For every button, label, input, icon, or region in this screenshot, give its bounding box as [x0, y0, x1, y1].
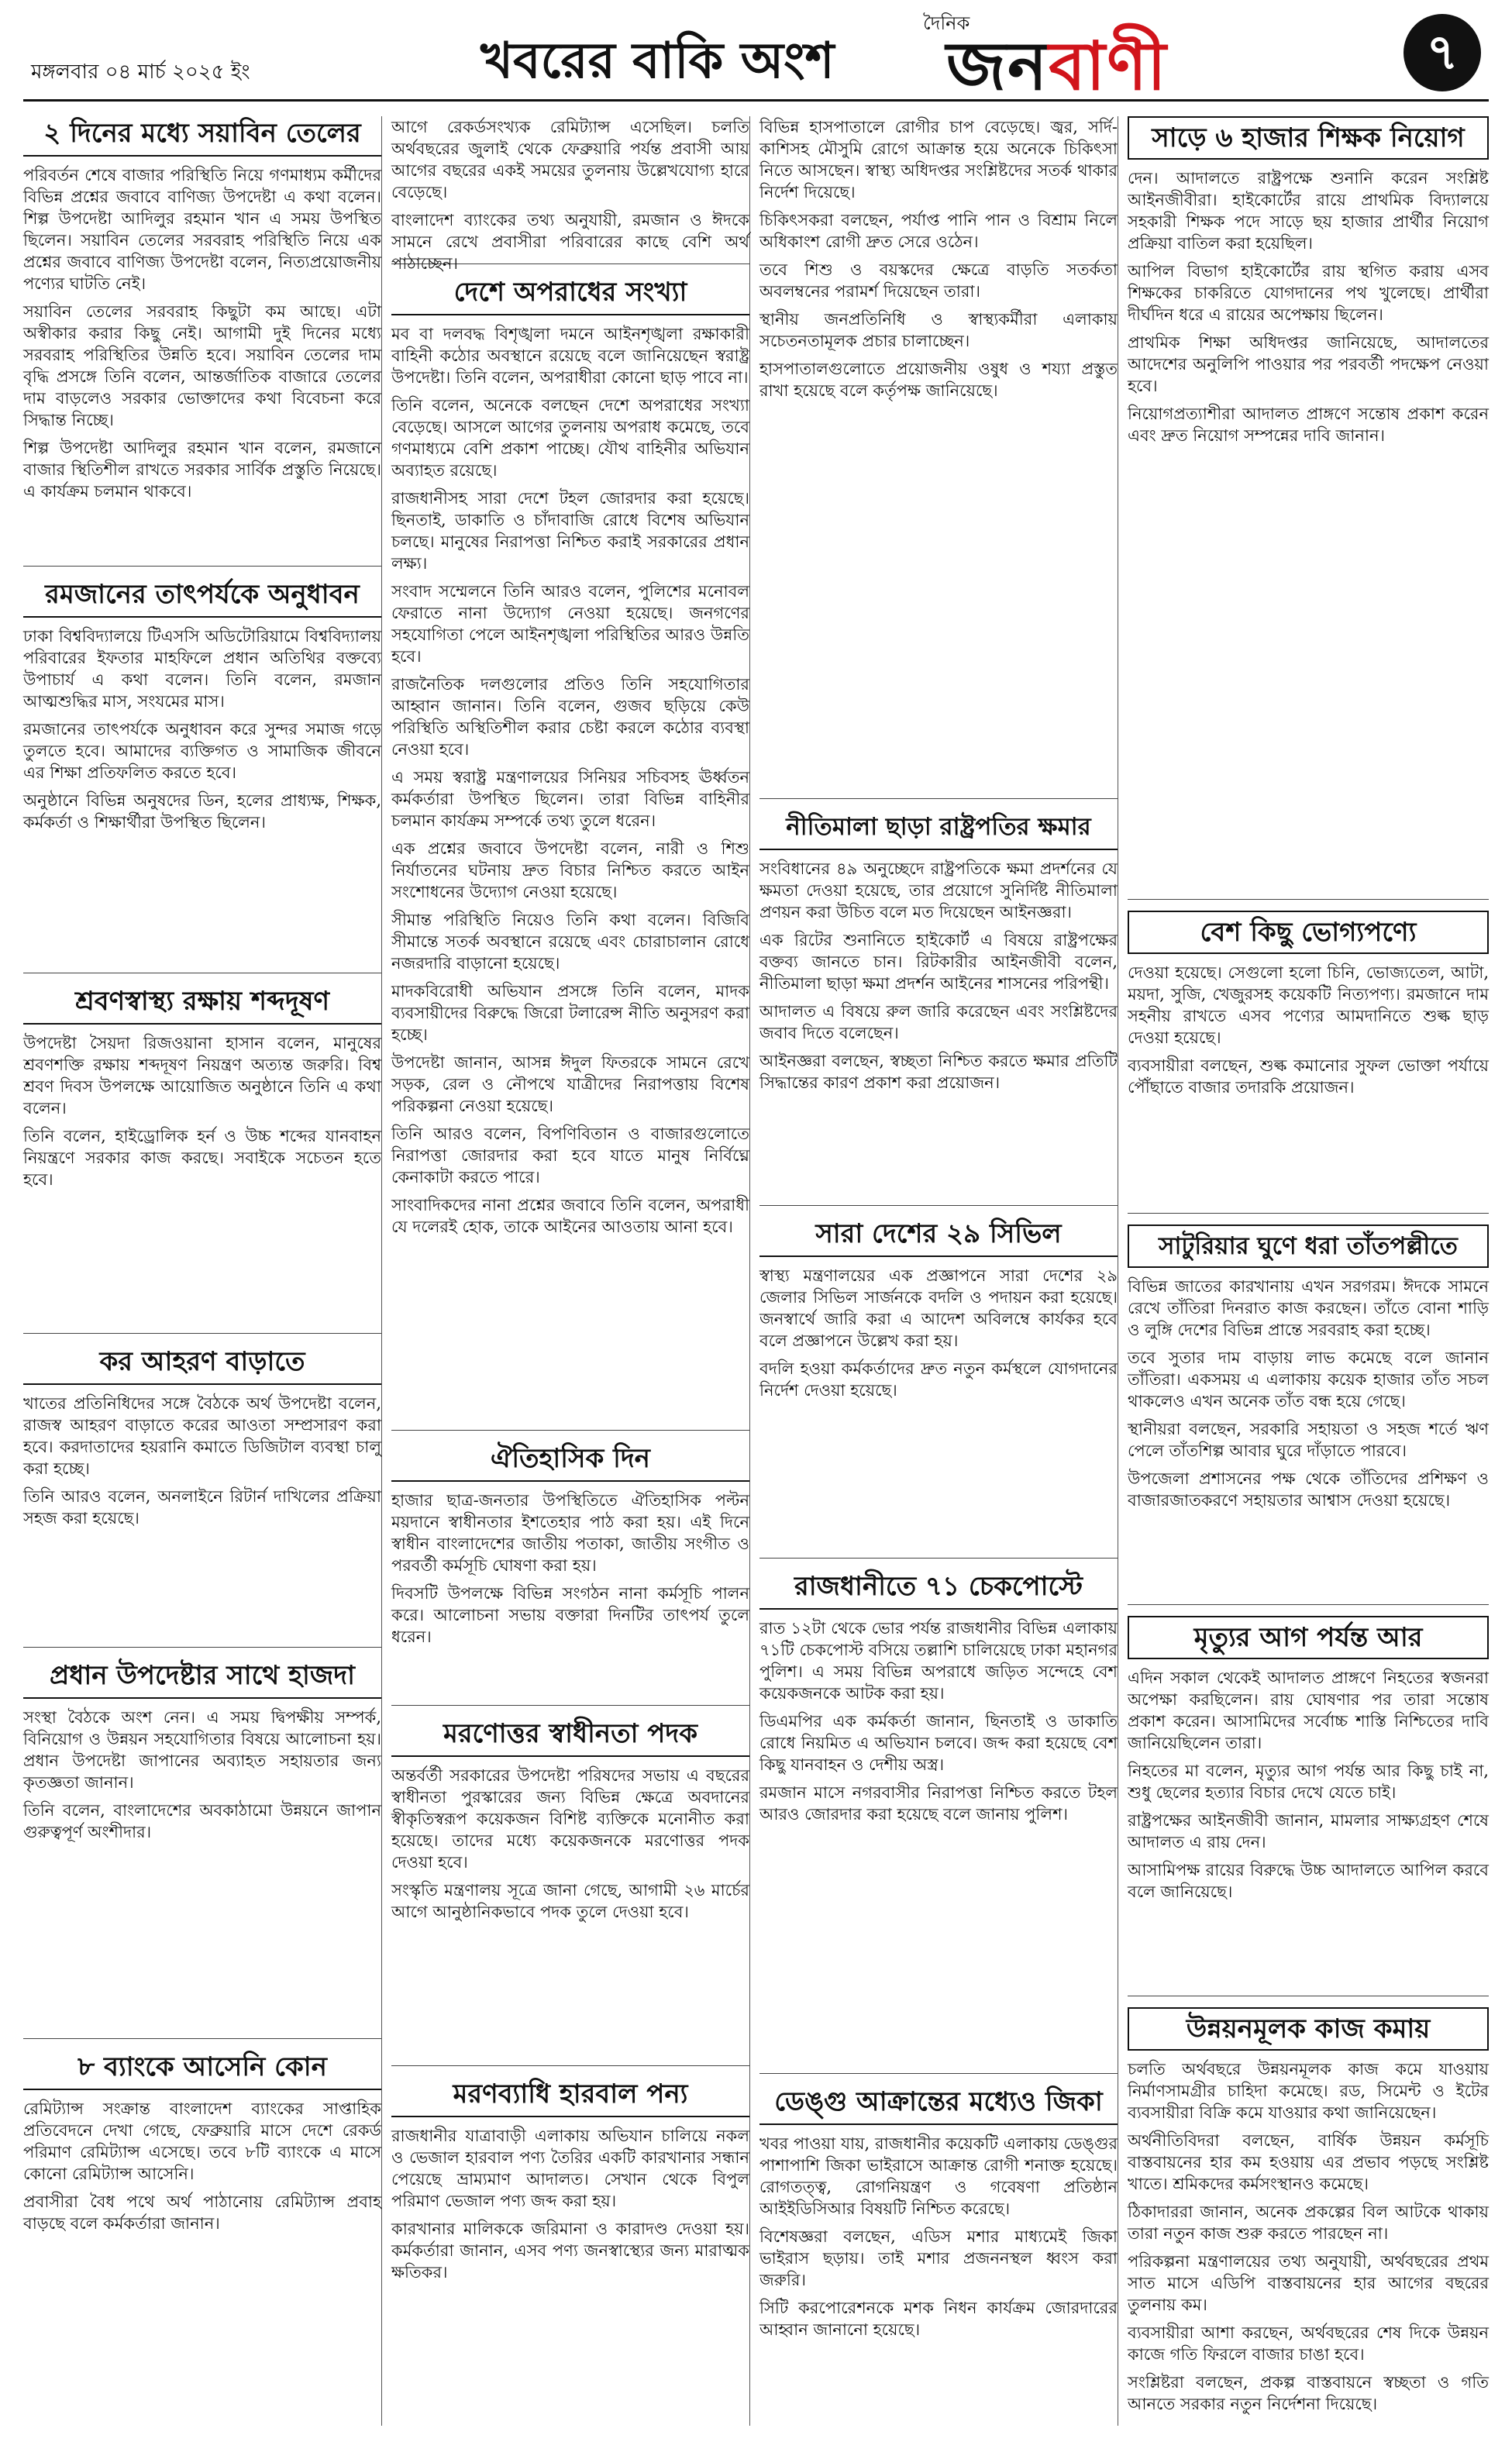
article-b1 — [391, 116, 749, 273]
article-paragraph: সিটি করপোরেশনকে মশক নিধন কার্যক্রম জোরদারের আহ্বান জানানো হয়েছে। — [759, 2299, 1118, 2339]
article-paragraph: বাংলাদেশ ব্যাংকের তথ্য অনুযায়ী, রমজান ও ঈদকে সামনে রেখে প্রবাসীরা পরিবারের কাছে বেশি অর্থ পাঠাচ্ছেন। — [391, 211, 749, 273]
article-paragraph: খাতের প্রতিনিধিদের সঙ্গে বৈঠকে অর্থ উপদেষ্টা বলেন, রাজস্ব আহরণ বাড়াতে করের আওতা সম্প্রসারণ করা হবে। করদাতাদের হয়রানি কমাতে ডিজিটাল ব্যবস্থা চালু করা হচ্ছে। — [23, 1394, 381, 1478]
article-paragraph: শিল্প উপদেষ্টা আদিলুর রহমান খান বলেন, রমজানে বাজার স্থিতিশীল রাখতে সরকার সার্বিক প্রস্তুতি নিয়েছে। এ কার্যক্রম চলমান থাকবে। — [23, 439, 381, 501]
article-separator — [23, 2038, 381, 2039]
article-paragraph: সংস্কৃতি মন্ত্রণালয় সূত্রে জানা গেছে, আগামী ২৬ মার্চের আগে আনুষ্ঠানিকভাবে পদক তুলে দেওয়া হবে। — [391, 1881, 749, 1921]
column-2 — [391, 116, 749, 2418]
page-header — [0, 0, 1512, 105]
article-paragraph: বিভিন্ন হাসপাতালে রোগীর চাপ বেড়েছে। জ্বর, সর্দি-কাশিসহ মৌসুমি রোগে আক্রান্ত হয়ে অনেকে চিকিৎসা নিতে আসছেন। স্বাস্থ্য অধিদপ্তর সংশ্লিষ্টদের সতর্ক থাকার নির্দেশ দিয়েছে। — [759, 118, 1118, 201]
article-separator — [759, 1205, 1118, 1206]
article-d1 — [1128, 116, 1489, 891]
article-headline: সাড়ে ৬ হাজার শিক্ষক নিয়োগ — [1128, 116, 1489, 160]
article-a3 — [23, 984, 381, 1325]
article-paragraph: এদিন সকাল থেকেই আদালত প্রাঙ্গণে নিহতের স্বজনরা অপেক্ষা করছিলেন। রায় ঘোষণার পর তারা সন্তোষ প্রকাশ করেন। আসামিদের সর্বোচ্চ শাস্তি নিশ্চিতের দাবি জানিয়েছিলেন তারা। — [1128, 1669, 1489, 1752]
article-headline: রমজানের তাৎপর্যকে অনুধাবন — [23, 577, 381, 618]
article-b5 — [391, 2077, 749, 2418]
article-separator — [23, 1333, 381, 1334]
article-paragraph: অনুষ্ঠানে বিভিন্ন অনুষদের ডিন, হলের প্রাধ্যক্ষ, শিক্ষক, কর্মকর্তা ও শিক্ষার্থীরা উপস্থিত ছিলেন। — [23, 791, 381, 832]
article-separator — [759, 798, 1118, 799]
article-headline: নীতিমালা ছাড়া রাষ্ট্রপতির ক্ষমার — [759, 810, 1118, 850]
article-a2 — [23, 577, 381, 965]
article-paragraph: রাজধানীর যাত্রাবাড়ী এলাকায় অভিযান চালিয়ে নকল ও ভেজাল হারবাল পণ্য তৈরির একটি কারখানার সন্ধান পেয়েছে ভ্রাম্যমাণ আদালত। সেখান থেকে বিপুল পরিমাণ ভেজাল পণ্য জব্দ করা হয়। — [391, 2127, 749, 2210]
article-paragraph: রমজান মাসে নগরবাসীর নিরাপত্তা নিশ্চিত করতে টহল আরও জোরদার করা হয়েছে বলে জানায় পুলিশ। — [759, 1783, 1118, 1824]
article-headline: উন্নয়নমূলক কাজ কমায় — [1128, 2007, 1489, 2051]
article-paragraph: রাত ১২টা থেকে ভোর পর্যন্ত রাজধানীর বিভিন্ন এলাকায় ৭১টি চেকপোস্ট বসিয়ে তল্লাশি চালিয়েছে ঢাকা মহানগর পুলিশ। এ সময় বিভিন্ন অপরাধে জড়িত সন্দেহে বেশ কয়েকজনকে আটক করা হয়। — [759, 1619, 1118, 1703]
article-separator — [391, 1430, 749, 1431]
article-c4 — [759, 1569, 1118, 2065]
article-headline: সারা দেশের ২৯ সিভিল — [759, 1217, 1118, 1257]
header-rule — [23, 99, 1489, 102]
article-headline: মৃত্যুর আগ পর্যন্ত আর — [1128, 1616, 1489, 1659]
article-paragraph: ডিএমপির এক কর্মকর্তা জানান, ছিনতাই ও ডাকাতি রোধে নিয়মিত এ অভিযান চলবে। জব্দ করা হয়েছে বেশ কিছু যানবাহন ও দেশীয় অস্ত্র। — [759, 1712, 1118, 1774]
page-number-badge: ৭ — [1404, 14, 1481, 91]
article-headline: দেশে অপরাধের সংখ্যা — [391, 275, 749, 315]
article-headline: রাজধানীতে ৭১ চেকপোস্টে — [759, 1569, 1118, 1610]
article-paragraph: আগে রেকর্ডসংখ্যক রেমিট্যান্স এসেছিল। চলতি অর্থবছরের জুলাই থেকে ফেব্রুয়ারি পর্যন্ত প্রবাসী আয় আগের বছরের একই সময়ের তুলনায় উল্লেখযোগ্য হারে বেড়েছে। — [391, 118, 749, 201]
article-paragraph: দেন। আদালতে রাষ্ট্রপক্ষে শুনানি করেন সংশ্লিষ্ট আইনজীবীরা। হাইকোর্টের রায়ে প্রাথমিক বিদ্যালয়ে সহকারী শিক্ষক পদে সাড়ে ছয় হাজার প্রার্থীর নিয়োগ প্রক্রিয়া বাতিল করা হয়েছিল। — [1128, 169, 1489, 253]
article-c2 — [759, 810, 1118, 1197]
article-b3 — [391, 1441, 749, 1697]
column-1 — [23, 116, 381, 2383]
article-paragraph: এ সময় স্বরাষ্ট্র মন্ত্রণালয়ের সিনিয়র সচিবসহ ঊর্ধ্বতন কর্মকর্তারা উপস্থিত ছিলেন। তারা বিভিন্ন বাহিনীর চলমান কার্যক্রম সম্পর্কে তথ্য তুলে ধরেন। — [391, 768, 749, 830]
article-paragraph: সাংবাদিকদের নানা প্রশ্নের জবাবে তিনি বলেন, অপরাধী যে দলেরই হোক, তাকে আইনের আওতায় আনা হবে। — [391, 1196, 749, 1236]
article-separator — [1128, 899, 1489, 900]
article-separator — [1128, 1604, 1489, 1605]
article-headline: সাটুরিয়ার ঘুণে ধরা তাঁতপল্লীতে — [1128, 1224, 1489, 1268]
article-paragraph: সয়াবিন তেলের সরবরাহ কিছুটা কম আছে। এটা অস্বীকার করার কিছু নেই। আগামী দুই দিনের মধ্যে সরবরাহ পরিস্থিতির উন্নতি হবে। সয়াবিন তেলের দাম বৃদ্ধি প্রসঙ্গে তিনি বলেন, আন্তর্জাতিক বাজারে তেলের দাম বাড়লেও সরকার ভোক্তাদের কথা বিবেচনা করে সিদ্ধান্ত নিচ্ছে। — [23, 302, 381, 429]
article-paragraph: বিভিন্ন জাতের কারখানায় এখন সরগরম। ঈদকে সামনে রেখে তাঁতিরা দিনরাত কাজ করছেন। তাঁতে বোনা শাড়ি ও লুঙ্গি দেশের বিভিন্ন প্রান্তে সরবরাহ করা হচ্ছে। — [1128, 1277, 1489, 1339]
article-paragraph: ব্যবসায়ীরা বলছেন, শুল্ক কমানোর সুফল ভোক্তা পর্যায়ে পৌঁছাতে বাজার তদারকি প্রয়োজন। — [1128, 1056, 1489, 1097]
article-paragraph: এক রিটের শুনানিতে হাইকোর্ট এ বিষয়ে রাষ্ট্রপক্ষের বক্তব্য জানতে চান। রিটকারীর আইনজীবী বলেন, নীতিমালা ছাড়া ক্ষমা প্রদর্শন আইনের শাসনের পরিপন্থী। — [759, 931, 1118, 993]
article-paragraph: আইনজ্ঞরা বলছেন, স্বচ্ছতা নিশ্চিত করতে ক্ষমার প্রতিটি সিদ্ধান্তের কারণ প্রকাশ করা প্রয়োজন। — [759, 1052, 1118, 1092]
article-a4 — [23, 1345, 381, 1639]
article-headline: ৮ ব্যাংকে আসেনি কোন — [23, 2050, 381, 2090]
article-paragraph: সংবিধানের ৪৯ অনুচ্ছেদে রাষ্ট্রপতিকে ক্ষমা প্রদর্শনের যে ক্ষমতা দেওয়া হয়েছে, তার প্রয়োগে সুনির্দিষ্ট নীতিমালা প্রণয়ন করা উচিত বলে মত দিয়েছেন আইনজ্ঞরা। — [759, 859, 1118, 921]
column-3 — [759, 116, 1118, 2426]
article-paragraph: প্রবাসীরা বৈধ পথে অর্থ পাঠানোয় রেমিট্যান্স প্রবাহ বাড়ছে বলে কর্মকর্তারা জানান। — [23, 2192, 381, 2233]
article-headline: ২ দিনের মধ্যে সয়াবিন তেলের — [23, 116, 381, 157]
article-paragraph: তবে সুতার দাম বাড়ায় লাভ কমেছে বলে জানান তাঁতিরা। একসময় এ এলাকায় কয়েক হাজার তাঁত সচল থাকলেও এখন অনেক তাঁত বন্ধ হয়ে গেছে। — [1128, 1348, 1489, 1410]
article-headline: ঐতিহাসিক দিন — [391, 1441, 749, 1482]
column-4 — [1128, 116, 1489, 2441]
article-a5 — [23, 1658, 381, 2030]
article-paragraph: পরিকল্পনা মন্ত্রণালয়ের তথ্য অনুযায়ী, অর্থবছরের প্রথম সাত মাসে এডিপি বাস্তবায়নের হার আগের বছরের তুলনায় কম। — [1128, 2252, 1489, 2314]
article-separator — [23, 1647, 381, 1648]
article-separator — [391, 1705, 749, 1706]
article-b4 — [391, 1717, 749, 2058]
article-headline: মরণব্যাধি হারবাল পন্য — [391, 2077, 749, 2117]
article-headline: শ্রবণস্বাস্থ্য রক্ষায় শব্দদূষণ — [23, 984, 381, 1025]
article-paragraph: রেমিট্যান্স সংক্রান্ত বাংলাদেশ ব্যাংকের সাপ্তাহিক প্রতিবেদনে দেখা গেছে, ফেব্রুয়ারি মাসে দেশে রেকর্ড পরিমাণ রেমিট্যান্স এসেছে। তবে ৮টি ব্যাংকে এ মাসে কোনো রেমিট্যান্স আসেনি। — [23, 2099, 381, 2183]
article-paragraph: খবর পাওয়া যায়, রাজধানীর কয়েকটি এলাকায় ডেঙ্গুর পাশাপাশি জিকা ভাইরাসে আক্রান্ত রোগী শনাক্ত হয়েছে। রোগতত্ত্ব, রোগনিয়ন্ত্রণ ও গবেষণা প্রতিষ্ঠান আইইডিসিআর বিষয়টি নিশ্চিত করেছে। — [759, 2134, 1118, 2218]
article-paragraph: হাসপাতালগুলোতে প্রয়োজনীয় ওষুধ ও শয্যা প্রস্তুত রাখা হয়েছে বলে কর্তৃপক্ষ জানিয়েছে। — [759, 360, 1118, 400]
article-paragraph: চিকিৎসকরা বলছেন, পর্যাপ্ত পানি পান ও বিশ্রাম নিলে অধিকাংশ রোগী দ্রুত সেরে ওঠেন। — [759, 211, 1118, 251]
article-paragraph: নিহতের মা বলেন, মৃত্যুর আগ পর্যন্ত আর কিছু চাই না, শুধু ছেলের হত্যার বিচার দেখে যেতে চাই। — [1128, 1762, 1489, 1802]
article-c1 — [759, 116, 1118, 790]
article-paragraph: তিনি বলেন, বাংলাদেশের অবকাঠামো উন্নয়নে জাপান গুরুত্বপূর্ণ অংশীদার। — [23, 1801, 381, 1841]
article-separator — [1128, 1213, 1489, 1214]
article-paragraph: সংস্থা বৈঠকে অংশ নেন। এ সময় দ্বিপক্ষীয় সম্পর্ক, বিনিয়োগ ও উন্নয়ন সহযোগিতার বিষয়ে আলোচনা হয়। প্রধান উপদেষ্টা জাপানের অব্যাহত সহায়তার জন্য কৃতজ্ঞতা জানান। — [23, 1708, 381, 1792]
article-paragraph: ঠিকাদাররা জানান, অনেক প্রকল্পের বিল আটকে থাকায় তারা নতুন কাজ শুরু করতে পারছেন না। — [1128, 2203, 1489, 2243]
article-paragraph: সংবাদ সম্মেলনে তিনি আরও বলেন, পুলিশের মনোবল ফেরাতে নানা উদ্যোগ নেওয়া হয়েছে। জনগণের সহযোগিতা পেলে আইনশৃঙ্খলা পরিস্থিতির আরও উন্নতি হবে। — [391, 582, 749, 666]
article-paragraph: অর্থনীতিবিদরা বলছেন, বার্ষিক উন্নয়ন কর্মসূচি বাস্তবায়নের হার কম হওয়ায় এর প্রভাব পড়ছে সংশ্লিষ্ট খাতে। শ্রমিকদের কর্মসংস্থানও কমেছে। — [1128, 2131, 1489, 2193]
article-paragraph: এক প্রশ্নের জবাবে উপদেষ্টা বলেন, নারী ও শিশু নির্যাতনের ঘটনায় দ্রুত বিচার নিশ্চিত করতে আইন সংশোধনের উদ্যোগ নেওয়া হয়েছে। — [391, 839, 749, 901]
article-paragraph: মব বা দলবদ্ধ বিশৃঙ্খলা দমনে আইনশৃঙ্খলা রক্ষাকারী বাহিনী কঠোর অবস্থানে রয়েছে বলে জানিয়েছেন স্বরাষ্ট্র উপদেষ্টা। তিনি বলেন, অপরাধীরা কোনো ছাড় পাবে না। — [391, 325, 749, 387]
article-paragraph: স্বাস্থ্য মন্ত্রণালয়ের এক প্রজ্ঞাপনে সারা দেশের ২৯ জেলার সিভিল সার্জনকে বদলি ও পদায়ন করা হয়েছে। জনস্বার্থে জারি করা এ আদেশ অবিলম্বে কার্যকর হবে বলে প্রজ্ঞাপনে উল্লেখ করা হয়। — [759, 1266, 1118, 1350]
article-paragraph: নিয়োগপ্রত্যাশীরা আদালত প্রাঙ্গণে সন্তোষ প্রকাশ করেন এবং দ্রুত নিয়োগ সম্পন্নের দাবি জানান। — [1128, 405, 1489, 445]
article-paragraph: হাজার ছাত্র-জনতার উপস্থিতিতে ঐতিহাসিক পল্টন ময়দানে স্বাধীনতার ইশতেহার পাঠ করা হয়। এই দিনে স্বাধীন বাংলাদেশের জাতীয় পতাকা, জাতীয় সংগীত ও পরবর্তী কর্মসূচি ঘোষণা করা হয়। — [391, 1491, 749, 1575]
column-divider — [749, 116, 750, 2426]
article-c3 — [759, 1217, 1118, 1550]
article-headline: প্রধান উপদেষ্টার সাথে হাজদা — [23, 1658, 381, 1699]
article-separator — [759, 1558, 1118, 1559]
article-paragraph: স্থানীয় জনপ্রতিনিধি ও স্বাস্থ্যকর্মীরা এলাকায় সচেতনতামূলক প্রচার চালাচ্ছেন। — [759, 310, 1118, 350]
article-headline: ডেঙ্গু আক্রান্তের মধ্যেও জিকা — [759, 2085, 1118, 2125]
logo-name — [946, 15, 1168, 126]
article-d5 — [1128, 2007, 1489, 2441]
article-paragraph: বদলি হওয়া কর্মকর্তাদের দ্রুত নতুন কর্মস্থলে যোগদানের নির্দেশ দেওয়া হয়েছে। — [759, 1359, 1118, 1400]
article-paragraph: আপিল বিভাগ হাইকোর্টের রায় স্থগিত করায় এসব শিক্ষকের চাকরিতে যোগদানের পথ খুলেছে। প্রার্থীরা দীর্ঘদিন ধরে এ রায়ের অপেক্ষায় ছিলেন। — [1128, 262, 1489, 324]
article-c5 — [759, 2085, 1118, 2426]
article-paragraph: সীমান্ত পরিস্থিতি নিয়েও তিনি কথা বলেন। বিজিবি সীমান্তে সতর্ক অবস্থানে রয়েছে এবং চোরাচালান রোধে নজরদারি বাড়ানো হয়েছে। — [391, 911, 749, 973]
article-paragraph: প্রাথমিক শিক্ষা অধিদপ্তর জানিয়েছে, আদালতের আদেশের অনুলিপি পাওয়ার পর পরবর্তী পদক্ষেপ নেওয়া হবে। — [1128, 333, 1489, 395]
article-paragraph: উপদেষ্টা জানান, আসন্ন ঈদুল ফিতরকে সামনে রেখে সড়ক, রেল ও নৌপথে যাত্রীদের নিরাপত্তায় বিশেষ পরিকল্পনা নেওয়া হয়েছে। — [391, 1053, 749, 1115]
article-separator — [391, 2065, 749, 2066]
article-paragraph: ঢাকা বিশ্ববিদ্যালয়ে টিএসসি অডিটোরিয়ামে বিশ্ববিদ্যালয় পরিবারের ইফতার মাহফিলে প্রধান অতিথির বক্তব্যে উপাচার্য এ কথা বলেন। তিনি বলেন, রমজান আত্মশুদ্ধির মাস, সংযমের মাস। — [23, 627, 381, 711]
article-paragraph: তিনি আরও বলেন, অনলাইনে রিটার্ন দাখিলের প্রক্রিয়া সহজ করা হয়েছে। — [23, 1487, 381, 1528]
column-divider — [381, 116, 382, 2426]
logo-part-2: বাণী — [1049, 28, 1168, 105]
article-paragraph: আদালত এ বিষয়ে রুল জারি করেছেন এবং সংশ্লিষ্টদের জবাব দিতে বলেছেন। — [759, 1002, 1118, 1042]
issue-date: মঙ্গলবার ০৪ মার্চ ২০২৫ ইং — [31, 60, 250, 84]
article-d4 — [1128, 1616, 1489, 1988]
article-paragraph: রাজধানীসহ সারা দেশে টহল জোরদার করা হয়েছে। ছিনতাই, ডাকাতি ও চাঁদাবাজি রোধে বিশেষ অভিযান চলছে। মানুষের নিরাপত্তা নিশ্চিত করাই সরকারের প্রধান লক্ষ্য। — [391, 489, 749, 573]
article-paragraph: উপজেলা প্রশাসনের পক্ষ থেকে তাঁতিদের প্রশিক্ষণ ও বাজারজাতকরণে সহায়তার আশ্বাস দেওয়া হয়েছে। — [1128, 1469, 1489, 1510]
section-title: খবরের বাকি অংশ — [480, 33, 835, 90]
article-paragraph: দিবসটি উপলক্ষে বিভিন্ন সংগঠন নানা কর্মসূচি পালন করে। আলোচনা সভায় বক্তারা দিনটির তাৎপর্য তুলে ধরেন। — [391, 1584, 749, 1646]
article-headline: মরণোত্তর স্বাধীনতা পদক — [391, 1717, 749, 1757]
article-paragraph: অন্তর্বর্তী সরকারের উপদেষ্টা পরিষদের সভায় এ বছরের স্বাধীনতা পুরস্কারের জন্য বিভিন্ন ক্ষেত্রে অবদানের স্বীকৃতিস্বরূপ কয়েকজন বিশিষ্ট ব্যক্তিকে মনোনীত করা হয়েছে। তাদের মধ্যে কয়েকজনকে মরণোত্তর পদক দেওয়া হবে। — [391, 1766, 749, 1872]
article-paragraph: আসামিপক্ষ রায়ের বিরুদ্ধে উচ্চ আদালতে আপিল করবে বলে জানিয়েছে। — [1128, 1861, 1489, 1901]
article-paragraph: তিনি আরও বলেন, বিপণিবিতান ও বাজারগুলোতে নিরাপত্তা জোরদার করা হবে যাতে মানুষ নির্বিঘ্নে কেনাকাটা করতে পারে। — [391, 1125, 749, 1187]
article-paragraph: চলতি অর্থবছরে উন্নয়নমূলক কাজ কমে যাওয়ায় নির্মাণসামগ্রীর চাহিদা কমেছে। রড, সিমেন্ট ও ইটের ব্যবসায়ীরা বিক্রি কমে যাওয়ার কথা জানিয়েছেন। — [1128, 2060, 1489, 2122]
article-paragraph: রমজানের তাৎপর্যকে অনুধাবন করে সুন্দর সমাজ গড়ে তুলতে হবে। আমাদের ব্যক্তিগত ও সামাজিক জীবনে এর শিক্ষা প্রতিফলিত করতে হবে। — [23, 720, 381, 782]
article-paragraph: স্থানীয়রা বলছেন, সরকারি সহায়তা ও সহজ শর্তে ঋণ পেলে তাঁতশিল্প আবার ঘুরে দাঁড়াতে পারবে। — [1128, 1420, 1489, 1460]
article-separator — [23, 566, 381, 567]
article-headline: বেশ কিছু ভোগ্যপণ্যে — [1128, 911, 1489, 954]
article-paragraph: দেওয়া হয়েছে। সেগুলো হলো চিনি, ভোজ্যতেল, আটা, ময়দা, সুজি, খেজুরসহ কয়েকটি নিত্যপণ্য। রমজানে দাম সহনীয় রাখতে এসব পণ্যের আমদানিতে শুল্ক ছাড় দেওয়া হয়েছে। — [1128, 963, 1489, 1047]
article-b2 — [391, 275, 749, 1422]
article-d3 — [1128, 1224, 1489, 1596]
article-paragraph: পরিবর্তন শেষে বাজার পরিস্থিতি নিয়ে গণমাধ্যম কর্মীদের বিভিন্ন প্রশ্নের জবাবে বাণিজ্য উপদেষ্টা এ কথা বলেন। শিল্প উপদেষ্টা আদিলুর রহমান খান এ সময় উপস্থিত ছিলেন। সয়াবিন তেলের সরবরাহ পরিস্থিতি নিয়ে এক প্রশ্নের জবাবে বাণিজ্য উপদেষ্টা বলেন, নিত্যপ্রয়োজনীয় পণ্যের ঘাটতি নেই। — [23, 166, 381, 293]
article-paragraph: রাজনৈতিক দলগুলোর প্রতিও তিনি সহযোগিতার আহ্বান জানান। তিনি বলেন, গুজব ছড়িয়ে কেউ পরিস্থিতি অস্থিতিশীল করার চেষ্টা করলে কঠোর ব্যবস্থা নেওয়া হবে। — [391, 675, 749, 759]
article-separator — [759, 2073, 1118, 2074]
article-paragraph: সংশ্লিষ্টরা বলছেন, প্রকল্প বাস্তবায়নে স্বচ্ছতা ও গতি আনতে সরকার নতুন নির্দেশনা দিয়েছে। — [1128, 2373, 1489, 2413]
logo-daily-label: দৈনিক — [923, 12, 970, 34]
article-a1 — [23, 116, 381, 558]
article-paragraph: তিনি বলেন, হাইড্রোলিক হর্ন ও উচ্চ শব্দের যানবাহন নিয়ন্ত্রণে সরকার কাজ করছে। সবাইকে সচেতন হতে হবে। — [23, 1127, 381, 1189]
article-paragraph: বিশেষজ্ঞরা বলছেন, এডিস মশার মাধ্যমেই জিকা ভাইরাস ছড়ায়। তাই মশার প্রজননস্থল ধ্বংস করা জরুরি। — [759, 2227, 1118, 2289]
article-paragraph: কারখানার মালিককে জরিমানা ও কারাদণ্ড দেওয়া হয়। কর্মকর্তারা জানান, এসব পণ্য জনস্বাস্থ্যের জন্য মারাত্মক ক্ষতিকর। — [391, 2220, 749, 2282]
article-paragraph: ব্যবসায়ীরা আশা করছেন, অর্থবছরের শেষ দিকে উন্নয়ন কাজে গতি ফিরলে বাজার চাঙা হবে। — [1128, 2323, 1489, 2364]
article-paragraph: রাষ্ট্রপক্ষের আইনজীবী জানান, মামলার সাক্ষ্যগ্রহণ শেষে আদালত এ রায় দেন। — [1128, 1811, 1489, 1851]
article-d2 — [1128, 911, 1489, 1205]
article-paragraph: মাদকবিরোধী অভিযান প্রসঙ্গে তিনি বলেন, মাদক ব্যবসায়ীদের বিরুদ্ধে জিরো টলারেন্স নীতি অনুসরণ করা হচ্ছে। — [391, 982, 749, 1044]
article-paragraph: উপদেষ্টা সৈয়দা রিজওয়ানা হাসান বলেন, মানুষের শ্রবণশক্তি রক্ষায় শব্দদূষণ নিয়ন্ত্রণ অত্যন্ত জরুরি। বিশ্ব শ্রবণ দিবস উপলক্ষে আয়োজিত অনুষ্ঠানে তিনি এ কথা বলেন। — [23, 1034, 381, 1118]
logo-part-1: জন — [946, 28, 1049, 105]
article-a6 — [23, 2050, 381, 2383]
article-paragraph: তিনি বলেন, অনেকে বলছেন দেশে অপরাধের সংখ্যা বেড়েছে। আসলে আগের তুলনায় অপরাধ কমেছে, তবে গণমাধ্যমে বেশি প্রকাশ পাচ্ছে। যৌথ বাহিনীর অভিযান অব্যাহত রয়েছে। — [391, 396, 749, 480]
masthead-logo — [923, 9, 1481, 105]
article-paragraph: তবে শিশু ও বয়স্কদের ক্ষেত্রে বাড়তি সতর্কতা অবলম্বনের পরামর্শ দিয়েছেন তারা। — [759, 260, 1118, 301]
article-headline: কর আহরণ বাড়াতে — [23, 1345, 381, 1385]
